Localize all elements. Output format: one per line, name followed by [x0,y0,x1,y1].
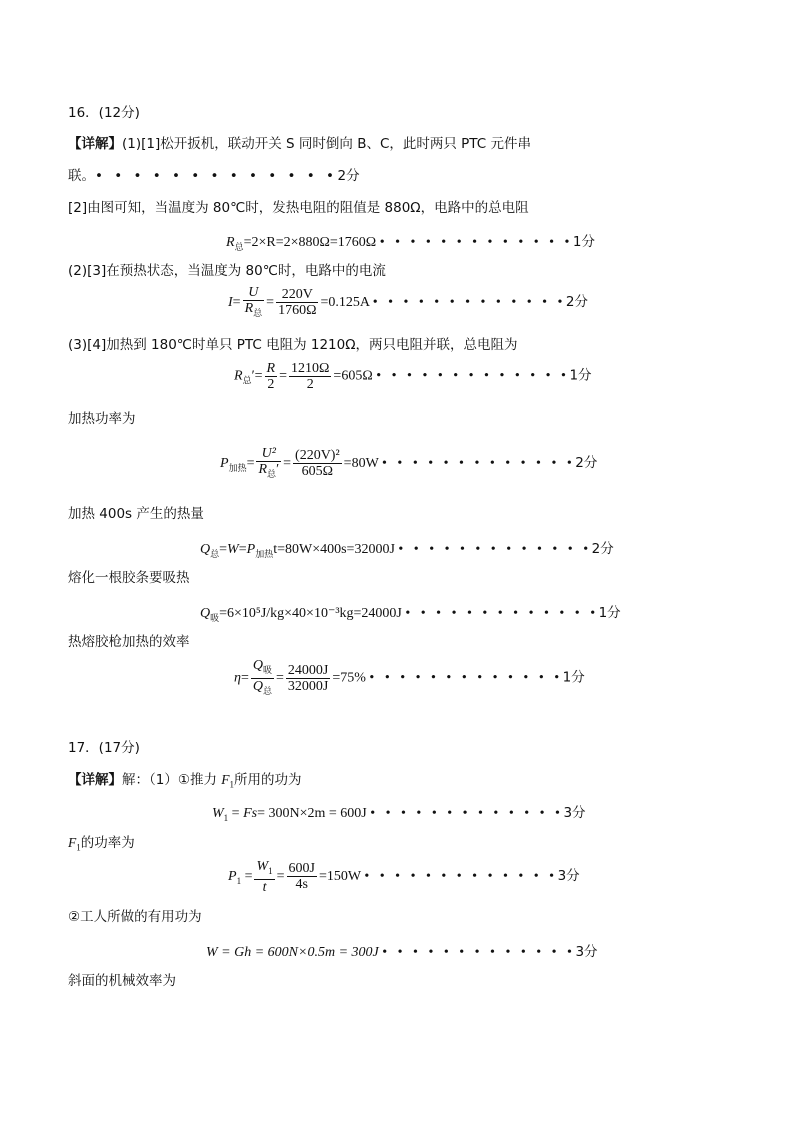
q16-line4: (2)[3]在预热状态，当温度为 80℃时，电路中的电流 [68,263,386,279]
q16-line1: 【详解】(1)[1]松开扳机，联动开关 S 同时倒向 B、C，此时两只 PTC 元件串 [68,136,531,152]
q16-heading: 16．(12分) [68,105,140,121]
q16-eq2: I= $\frac{U}{R_总}$ = $\frac{220V}{1760\Omega}$ =0.125A • • • • • • • • • • • • •2分 [228,285,588,321]
detail-tag: 【详解】 [68,772,122,788]
q16-line9: 热熔胶枪加热的效率 [68,634,190,650]
q17-heading: 17．(17分) [68,740,140,756]
q16-eq6: $Q_吸=6\times 10^5J/kg\times 40\times 10^{-3}kg=24000J$ • • • • • • • • • • • • •1分 [200,605,621,623]
q16-line5: (3)[4]加热到 180℃时单只 PTC 电阻为 1210Ω，两只电阻并联，总电阻为 [68,337,518,353]
q16-line6: 加热功率为 [68,411,136,427]
q17-line1: 【详解】解：（1）①推力 $F_1$所用的功为 [68,772,302,790]
q17-eq1: $W_1 = Fs= 300N\times 2m = 600J$ • • • • • • • • • • • • •3分 [212,805,586,823]
q16-eq1: $R_总=2\times R=2\times 880\Omega=1760\Omega$ • • • • • • • • • • • • •1分 [226,234,596,252]
q17-eq2: $P_1$ = $\frac{W_1}{t}$ = $\frac{600J}{4s}$ =150W • • • • • • • • • • • • •3分 [228,859,580,895]
q16-line8: 熔化一根胶条要吸热 [68,570,190,586]
q17-line3: ②工人所做的有用功为 [68,909,202,925]
detail-tag: 【详解】 [68,136,122,152]
q17-eq3: W = Gh = 600N×0.5m = 300J • • • • • • • • • • • • •3分 [206,944,598,960]
q16-eq4: $P_{加热}=$ $\frac{\text{U²}}{R_总'}$ = $\frac{\text{(220V)²}}{605\Omega}$ =80W • • • • • • • • • • • • •2分 [220,446,597,482]
q16-line7: 加热 400s 产生的热量 [68,506,204,522]
q16-eq3: $R_总'=$ $\frac{R}{2}$ = $\frac{1210\Omega}{2}$ =605Ω • • • • • • • • • • • • •1分 [234,361,592,392]
q16-eq5: $Q_总=W=P_{加热}t=80W\times 400s=32000J$ • • • • • • • • • • • • •2分 [200,541,614,559]
q16-line2: 联。• • • • • • • • • • • • •2分 [68,168,360,184]
q16-line3: [2]由图可知，当温度为 80℃时，发热电阻的阻值是 880Ω，电路中的总电阻 [68,200,529,216]
q17-line4: 斜面的机械效率为 [68,973,176,989]
q16-eq7: η= $\frac{Q_吸}{Q_总}$ = $\frac{24000J}{32000J}$ =75% • • • • • • • • • • • • •1分 [234,658,585,699]
q17-line2: $F_1$的功率为 [68,835,135,853]
